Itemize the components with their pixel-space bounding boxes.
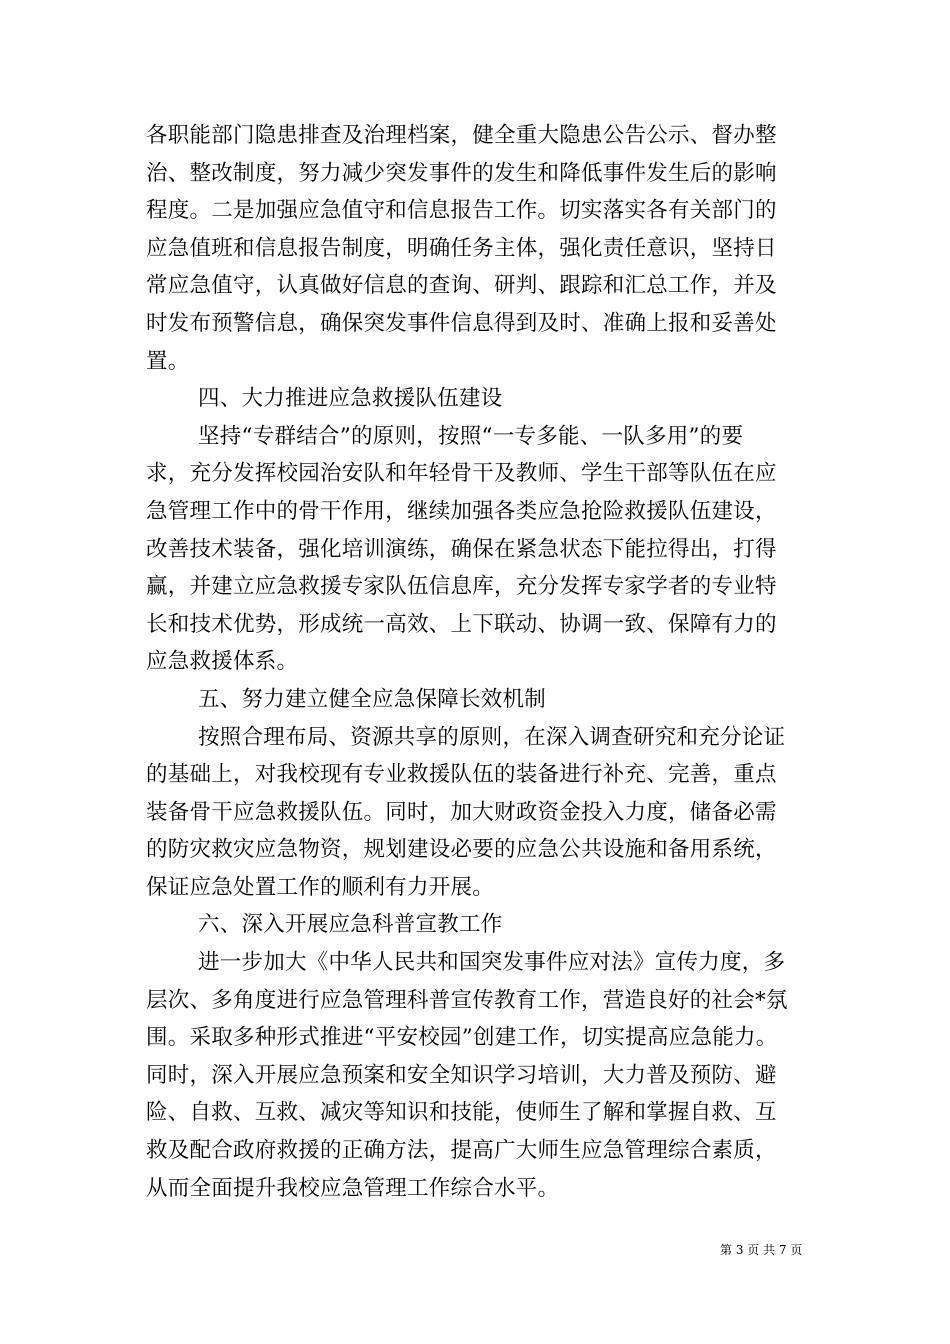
- text-line: 险、自救、互救、减灾等知识和技能，使师生了解和掌握自救、互: [146, 1100, 777, 1126]
- text-line: 长和技术优势，形成统一高效、上下联动、协调一致、保障有力的: [146, 611, 777, 637]
- text-line: 各职能部门隐患排查及治理档案，健全重大隐患公告公示、督办整: [146, 123, 777, 148]
- text-line: 时发布预警信息，确保突发事件信息得到及时、准确上报和妥善处: [146, 310, 777, 336]
- text-line: 常应急值守，认真做好信息的查询、研判、跟踪和汇总工作，并及: [146, 273, 777, 299]
- paragraph-first-line: 进一步加大《中华人民共和国突发事件应对法》宣传力度，多: [198, 950, 786, 976]
- text-line: 求，充分发挥校园治安队和年轻骨干及教师、学生干部等队伍在应: [146, 461, 777, 487]
- text-line: 层次、多角度进行应急管理科普宣传教育工作，营造良好的社会*氛: [146, 987, 788, 1013]
- text-line: 改善技术装备，强化培训演练，确保在紧急状态下能拉得出，打得: [146, 536, 777, 562]
- document-body: [146, 117, 810, 1207]
- text-line: 救及配合政府救援的正确方法，提高广大师生应急管理综合素质，: [146, 1138, 777, 1164]
- text-line: 急管理工作中的骨干作用，继续加强各类应急抢险救援队伍建设，: [146, 498, 777, 524]
- text-line: 的防灾救灾应急物资，规划建设必要的应急公共设施和备用系统，: [146, 837, 777, 863]
- paragraph-first-line: 按照合理布局、资源共享的原则，在深入调查研究和充分论证: [198, 724, 786, 750]
- paragraph-first-line: 坚持“专群结合”的原则，按照“一专多能、一队多用”的要: [198, 423, 744, 449]
- text-line: 装备骨干应急救援队伍。同时，加大财政资金投入力度，储备必需: [146, 799, 777, 825]
- text-line: 程度。二是加强应急值守和信息报告工作。切实落实各有关部门的: [146, 198, 777, 224]
- section-heading-5: 五、努力建立健全应急保障长效机制: [198, 686, 547, 712]
- text-line: 保证应急处置工作的顺利有力开展。: [146, 874, 495, 900]
- text-line: 的基础上，对我校现有专业救援队伍的装备进行补充、完善，重点: [146, 762, 777, 788]
- section-heading-4: 四、大力推进应急救援队伍建设: [198, 386, 503, 412]
- text-line: 从而全面提升我校应急管理工作综合水平。: [146, 1175, 560, 1201]
- text-line: 置。: [146, 348, 190, 374]
- text-line: 赢，并建立应急救援专家队伍信息库，充分发挥专家学者的专业特: [146, 574, 777, 600]
- text-line: 应急救援体系。: [146, 649, 299, 675]
- text-line: 同时，深入开展应急预案和安全知识学习培训，大力普及预防、避: [146, 1062, 777, 1088]
- text-line: 围。采取多种形式推进“平安校园”创建工作，切实提高应急能力。: [146, 1025, 778, 1051]
- text-line: 应急值班和信息报告制度，明确任务主体，强化责任意识，坚持日: [146, 235, 777, 261]
- section-heading-6: 六、深入开展应急科普宣教工作: [198, 912, 503, 938]
- text-line: 治、整改制度，努力减少突发事件的发生和降低事件发生后的影响: [146, 160, 777, 186]
- page-number-footer: 第 3 页 共 7 页: [720, 1243, 803, 1257]
